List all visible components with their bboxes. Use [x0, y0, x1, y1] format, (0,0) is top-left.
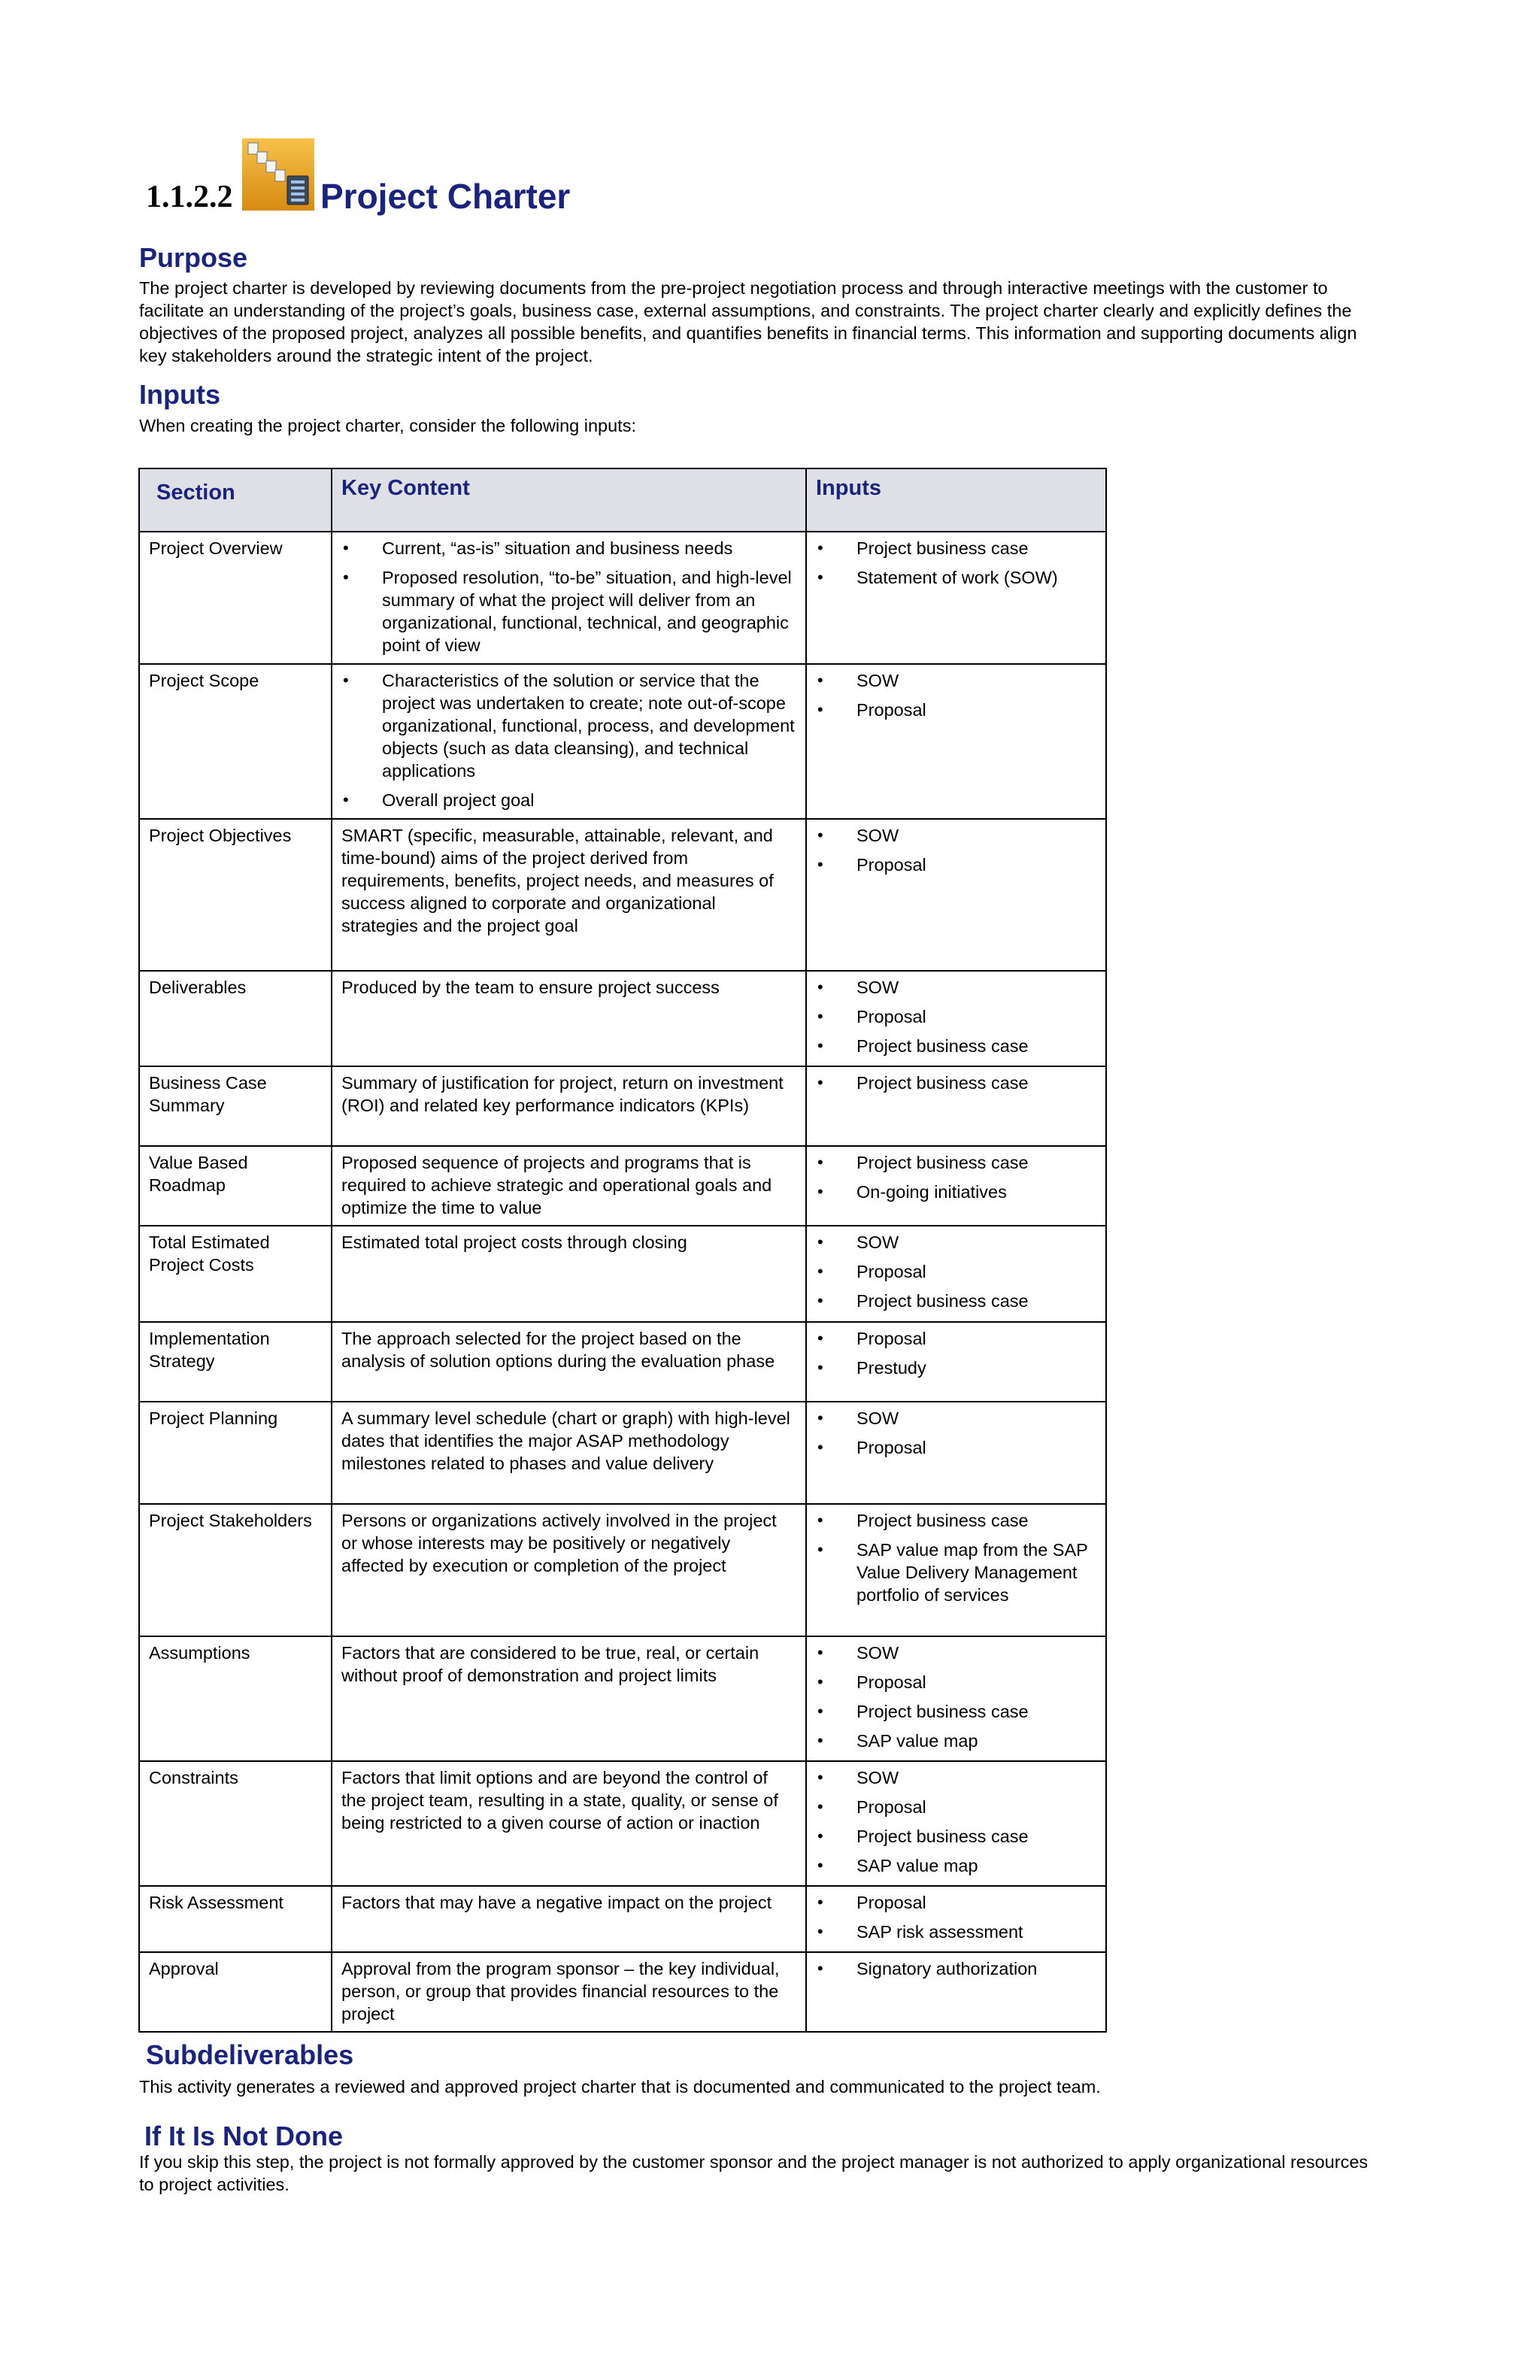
table-row	[139, 1226, 1106, 1322]
column-header-section: Section	[139, 468, 332, 532]
inputs-table	[138, 468, 1107, 2033]
list-item: • Project business case	[816, 1151, 1096, 1174]
cell-section: Approval	[139, 1952, 332, 2032]
table-row	[139, 1504, 1106, 1636]
cell-section: Project Overview	[139, 532, 332, 664]
list-item: • Proposal	[816, 1327, 1096, 1350]
list-item: • SOW	[816, 1642, 1096, 1664]
table-row	[139, 1322, 1106, 1402]
purpose-heading: Purpose	[139, 242, 248, 273]
inputs-list	[816, 1151, 1096, 1203]
cell-section: Project Scope	[139, 664, 332, 819]
cell-key-content	[332, 1952, 806, 2032]
list-item: • SOW	[816, 1407, 1096, 1430]
key-content-list	[341, 669, 796, 811]
inputs-list	[816, 669, 1096, 721]
cell-key-content	[332, 1322, 806, 1402]
inputs-list	[816, 824, 1096, 876]
table-row	[139, 971, 1106, 1066]
key-content-text: Factors that limit options and are beyond the control of the project team, resulting in a state, quality, or sense of being restricted to a given course of action or inaction	[341, 1768, 778, 1833]
purpose-text: The project charter is developed by reviewing documents from the pre-project negotiation process and through interactive meetings with the customer to facilitate an understanding of the project’s goals, business case, external assumptions, and constraints. The project charter clearly and explicitly defines the objectives of the proposed project, analyzes all possible benefits, and quantifies benefits in financial terms. This information and supporting documents align key stakeholders around the strategic intent of the project.	[139, 278, 1357, 365]
key-content-text: A summary level schedule (chart or graph) with high-level dates that identifies the major ASAP methodology milestones related to phases and value delivery	[341, 1408, 790, 1473]
cell-key-content	[332, 1886, 806, 1952]
table-row	[139, 1066, 1106, 1146]
cell-section: Constraints	[139, 1761, 332, 1886]
table-body	[139, 532, 1106, 2032]
inputs-list	[816, 1642, 1096, 1752]
cell-section: Implementation Strategy	[139, 1322, 332, 1402]
cell-section: Assumptions	[139, 1636, 332, 1761]
cell-key-content	[332, 532, 806, 664]
column-header-key-content: Key Content	[332, 468, 806, 532]
list-item: • Prestudy	[816, 1357, 1096, 1379]
list-item: • Project business case	[816, 1825, 1096, 1848]
list-item: • SOW	[816, 976, 1096, 999]
inputs-list	[816, 1072, 1096, 1094]
cell-key-content	[332, 1636, 806, 1761]
if-not-done-heading: If It Is Not Done	[144, 2121, 343, 2151]
cell-key-content	[332, 1402, 806, 1504]
cell-inputs	[806, 532, 1106, 664]
cell-inputs	[806, 1402, 1106, 1504]
cell-section: Project Planning	[139, 1402, 332, 1504]
list-item: • Proposal	[816, 1891, 1096, 1914]
list-item: • SOW	[816, 1231, 1096, 1254]
inputs-list	[816, 1766, 1096, 1877]
list-item: • Proposal	[816, 1796, 1096, 1818]
cell-inputs	[806, 1146, 1106, 1226]
cell-key-content	[332, 1761, 806, 1886]
list-item: • Project business case	[816, 537, 1096, 559]
cell-key-content	[332, 819, 806, 971]
table-row	[139, 819, 1106, 971]
key-content-text: Approval from the program sponsor – the key individual, person, or group that provides financial resources to the project	[341, 1959, 780, 2024]
key-content-text: Produced by the team to ensure project success	[341, 978, 720, 997]
list-item: • Proposal	[816, 1436, 1096, 1459]
inputs-list	[816, 1327, 1096, 1379]
table-header-row	[139, 468, 1106, 532]
key-content-text: Factors that are considered to be true, real, or certain without proof of demonstration and project limits	[341, 1643, 759, 1685]
list-item: • On-going initiatives	[816, 1181, 1096, 1203]
cell-section: Business Case Summary	[139, 1066, 332, 1146]
list-item: • Proposal	[816, 1671, 1096, 1693]
cell-key-content	[332, 664, 806, 819]
column-header-inputs: Inputs	[806, 468, 1106, 532]
list-item: • Statement of work (SOW)	[816, 566, 1096, 589]
cell-inputs	[806, 664, 1106, 819]
cell-inputs	[806, 971, 1106, 1066]
table-row	[139, 664, 1106, 819]
key-content-text: SMART (specific, measurable, attainable, relevant, and time-bound) aims of the project derived from requirements, benefits, project needs, and measures of success aligned to corporate and organizational strategies and the project goal	[341, 826, 774, 935]
cell-inputs	[806, 1952, 1106, 2032]
inputs-list	[816, 537, 1096, 589]
inputs-list	[816, 1891, 1096, 1943]
cell-inputs	[806, 1636, 1106, 1761]
key-content-text: Persons or organizations actively involved in the project or whose interests may be positively or negatively affected by execution or completion of the project	[341, 1511, 777, 1575]
key-content-text: The approach selected for the project based on the analysis of solution options during the evaluation phase	[341, 1329, 775, 1371]
list-item: • SAP value map from the SAP Value Delivery Management portfolio of services	[816, 1539, 1096, 1606]
table-row	[139, 532, 1106, 664]
key-content-text: Summary of justification for project, return on investment (ROI) and related key performance indicators (KPIs)	[341, 1073, 784, 1115]
cell-section: Deliverables	[139, 971, 332, 1066]
table-row	[139, 1402, 1106, 1504]
subdeliverables-heading: Subdeliverables	[146, 2039, 354, 2070]
list-item: • Characteristics of the solution or service that the project was undertaken to create; note out-of-scope organizational, functional, process, and development objects (such as data cleansing), and technical applications	[341, 669, 796, 782]
cell-section: Risk Assessment	[139, 1886, 332, 1952]
inputs-list	[816, 1957, 1096, 1980]
cell-section: Project Objectives	[139, 819, 332, 971]
cell-section: Value Based Roadmap	[139, 1146, 332, 1226]
list-item: • Proposal	[816, 699, 1096, 721]
cell-inputs	[806, 819, 1106, 971]
cell-key-content	[332, 1146, 806, 1226]
list-item: • Project business case	[816, 1700, 1096, 1723]
cell-inputs	[806, 1886, 1106, 1952]
table-row	[139, 1636, 1106, 1761]
cell-inputs	[806, 1226, 1106, 1322]
table-row	[139, 1952, 1106, 2032]
heading-number: 1.1.2.2	[146, 180, 233, 214]
inputs-intro: When creating the project charter, consider the following inputs:	[139, 416, 636, 435]
list-item: • SAP value map	[816, 1854, 1096, 1877]
key-content-text: Proposed sequence of projects and programs that is required to achieve strategic and operational goals and optimize the time to value	[341, 1153, 772, 1217]
cell-section: Total Estimated Project Costs	[139, 1226, 332, 1322]
list-item: • Current, “as-is” situation and business needs	[341, 537, 796, 559]
list-item: • SOW	[816, 669, 1096, 692]
list-item: • SAP value map	[816, 1730, 1096, 1752]
list-item: • SAP risk assessment	[816, 1921, 1096, 1943]
inputs-list	[816, 1509, 1096, 1606]
list-item: • Project business case	[816, 1035, 1096, 1057]
inputs-list	[816, 1407, 1096, 1459]
cell-key-content	[332, 1226, 806, 1322]
key-content-text: Factors that may have a negative impact on the project	[341, 1893, 772, 1912]
list-item: • Overall project goal	[341, 789, 796, 811]
inputs-list	[816, 976, 1096, 1057]
list-item: • Proposal	[816, 1005, 1096, 1028]
cell-inputs	[806, 1322, 1106, 1402]
key-content-list	[341, 537, 796, 656]
if-not-done-text: If you skip this step, the project is not formally approved by the customer sponsor and the project manager is not authorized to apply organizational resources to project activities.	[139, 2152, 1369, 2194]
list-item: • Proposal	[816, 853, 1096, 876]
list-item: • Proposal	[816, 1260, 1096, 1283]
cell-key-content	[332, 1066, 806, 1146]
table-row	[139, 1146, 1106, 1226]
cell-inputs	[806, 1504, 1106, 1636]
page-title: Project Charter	[320, 177, 571, 216]
list-item: • Signatory authorization	[816, 1957, 1096, 1980]
table-row	[139, 1761, 1106, 1886]
list-item: • SOW	[816, 824, 1096, 847]
table-row	[139, 1886, 1106, 1952]
list-item: • Proposed resolution, “to-be” situation, and high-level summary of what the project will deliver from an organizational, functional, technical, and geographic point of view	[341, 566, 796, 656]
document-workflow-icon	[242, 138, 314, 211]
list-item: • Project business case	[816, 1290, 1096, 1312]
cell-section: Project Stakeholders	[139, 1504, 332, 1636]
cell-key-content	[332, 1504, 806, 1636]
inputs-list	[816, 1231, 1096, 1312]
cell-key-content	[332, 971, 806, 1066]
list-item: • SOW	[816, 1766, 1096, 1789]
inputs-heading: Inputs	[139, 379, 220, 410]
cell-inputs	[806, 1761, 1106, 1886]
cell-inputs	[806, 1066, 1106, 1146]
list-item: • Project business case	[816, 1072, 1096, 1094]
subdeliverables-text: This activity generates a reviewed and approved project charter that is documented and communicated to the project team.	[139, 2077, 1101, 2097]
key-content-text: Estimated total project costs through closing	[341, 1232, 687, 1252]
list-item: • Project business case	[816, 1509, 1096, 1532]
